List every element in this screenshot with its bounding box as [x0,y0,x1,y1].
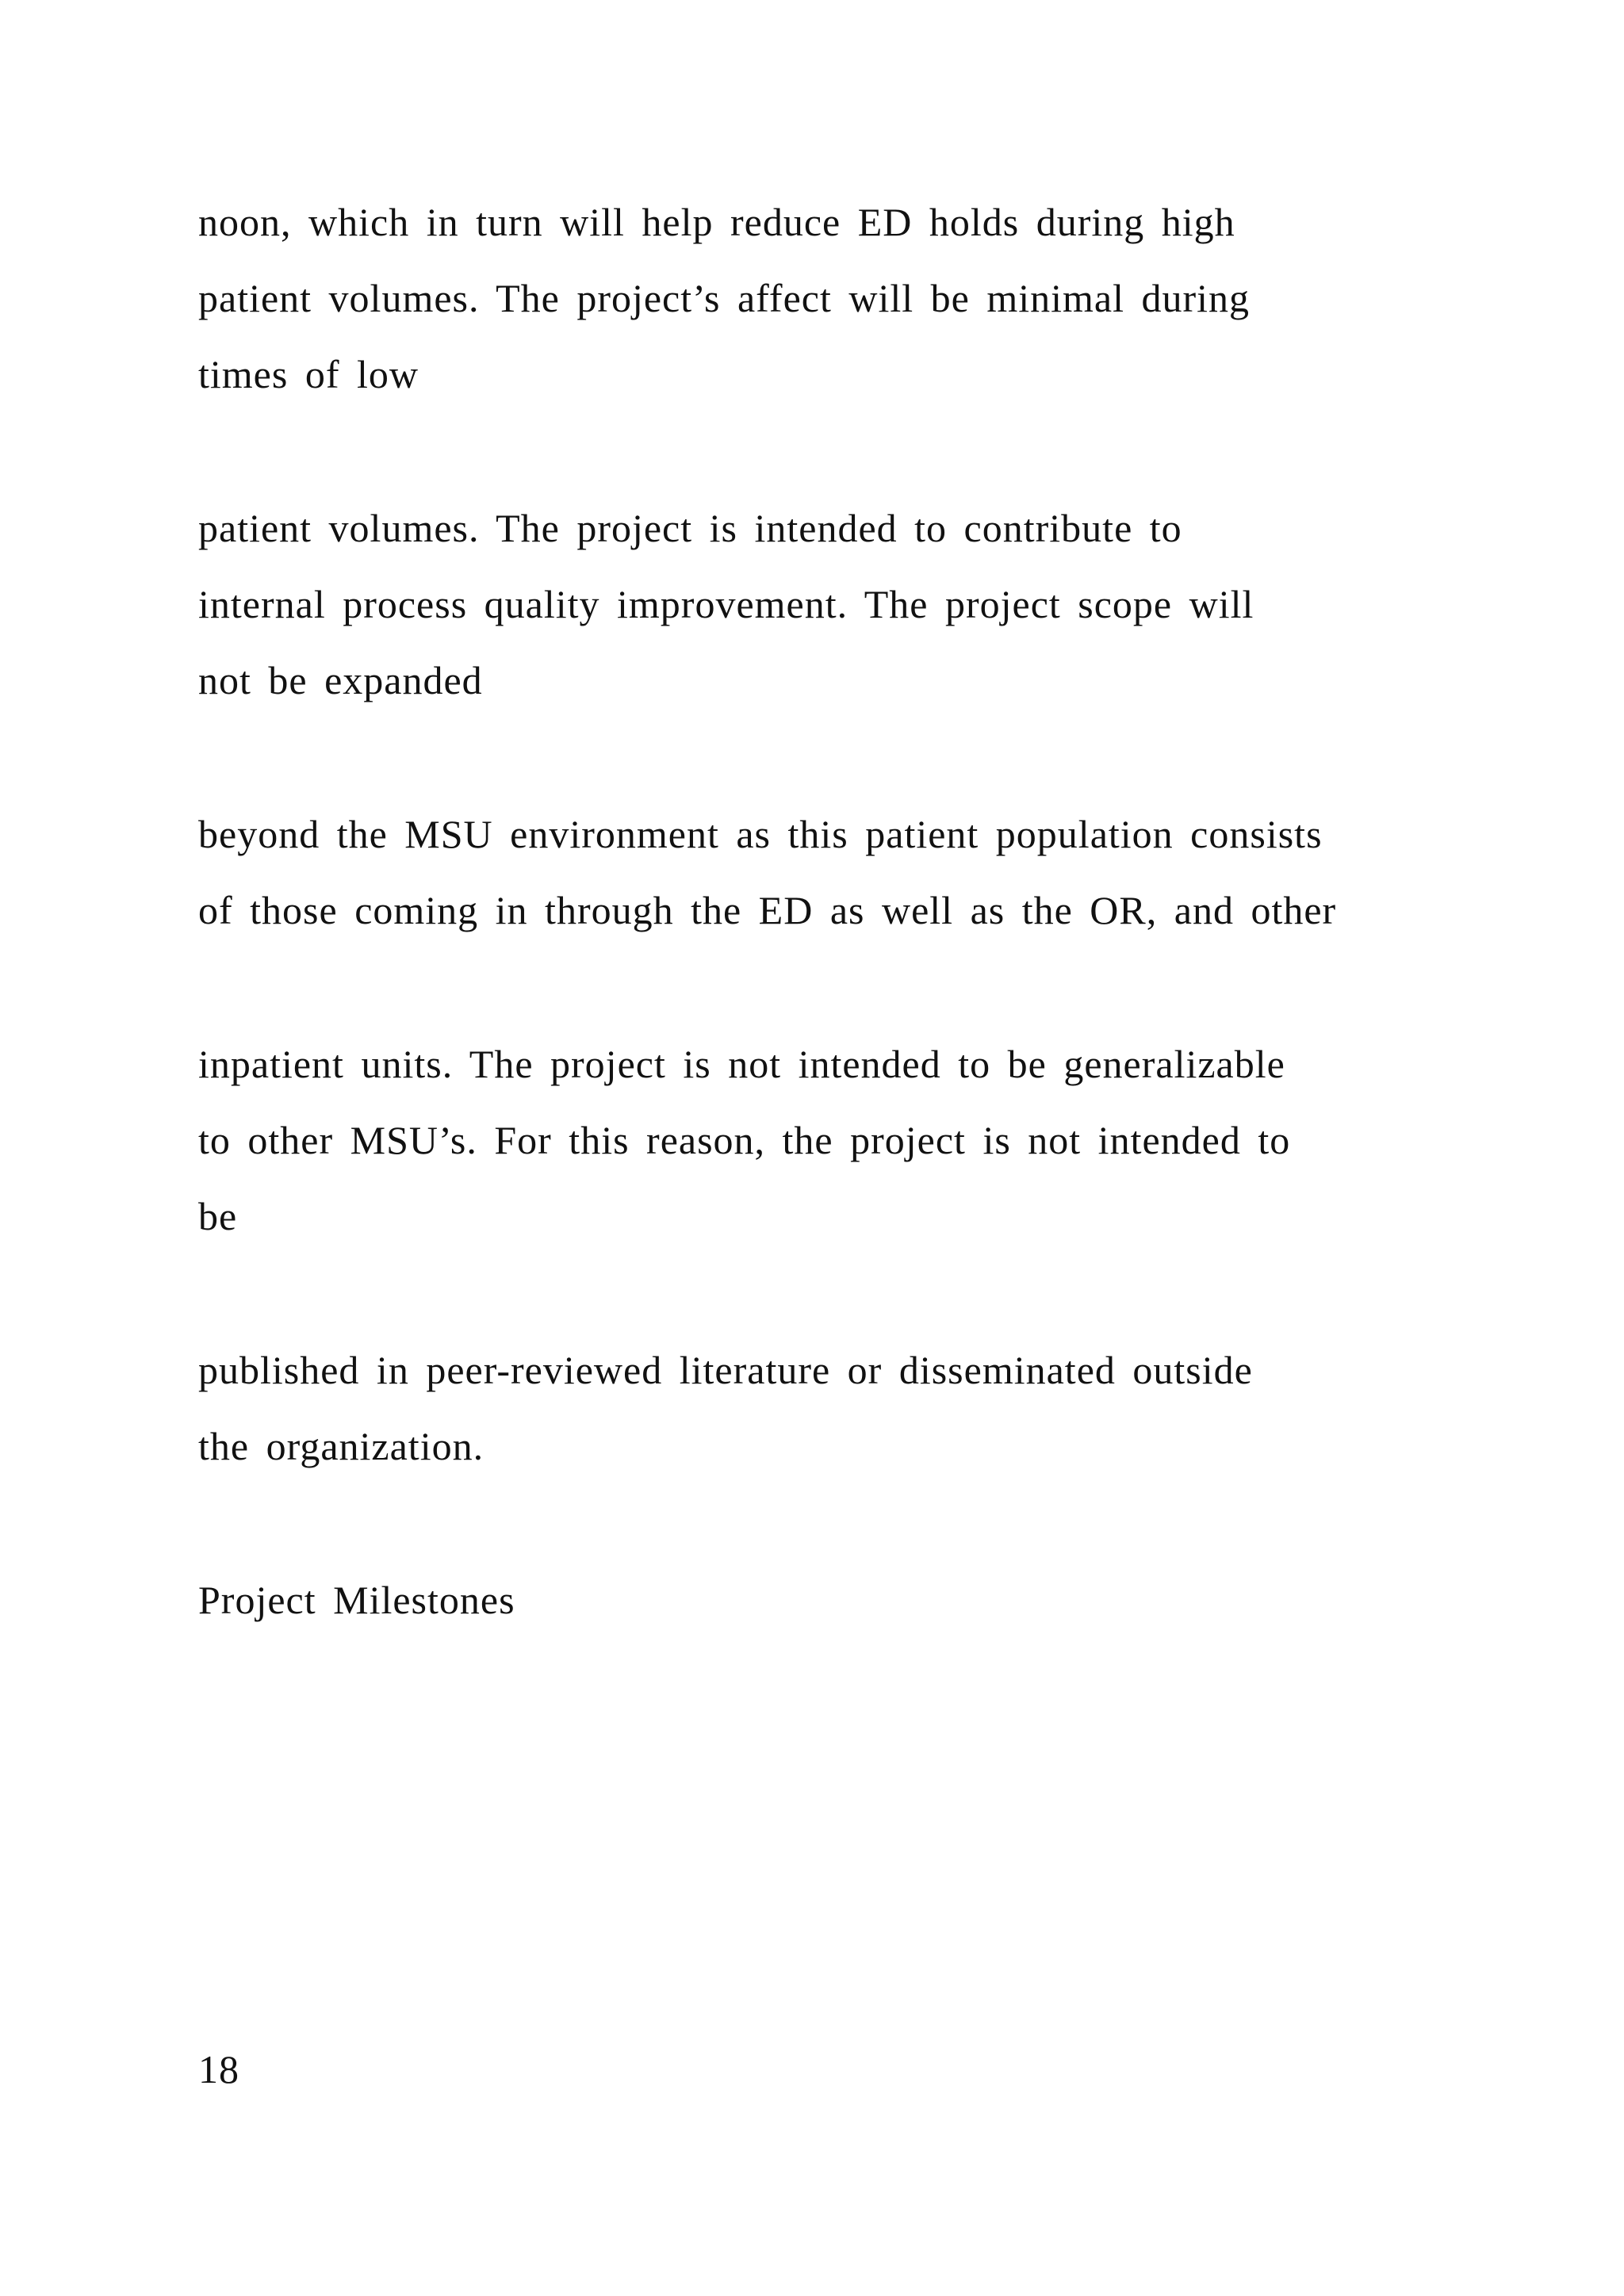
body-text-line: beyond the MSU environment as this patient population consists [198,812,1323,856]
body-text-line: be [198,1194,238,1238]
section-heading: Project Milestones [198,1578,515,1622]
body-text-line: patient volumes. The project is intended to contribute to [198,506,1182,550]
body-text-line: the organization. [198,1424,485,1468]
body-text-line: noon, which in turn will help reduce ED holds during high [198,200,1235,244]
body-text-line: internal process quality improvement. The project scope will [198,582,1254,626]
body-text-line: inpatient units. The project is not intended to be generalizable [198,1042,1285,1086]
body-text-line: published in peer-reviewed literature or disseminated outside [198,1348,1253,1392]
body-text-line: patient volumes. The project’s affect will be minimal during [198,276,1251,320]
page-number: 18 [198,2047,239,2091]
body-text-line: to other MSU’s. For this reason, the project is not intended to [198,1118,1291,1162]
body-text-line: not be expanded [198,658,483,702]
body-text-line: of those coming in through the ED as well as the OR, and other [198,888,1337,932]
body-text-line: times of low [198,352,419,396]
